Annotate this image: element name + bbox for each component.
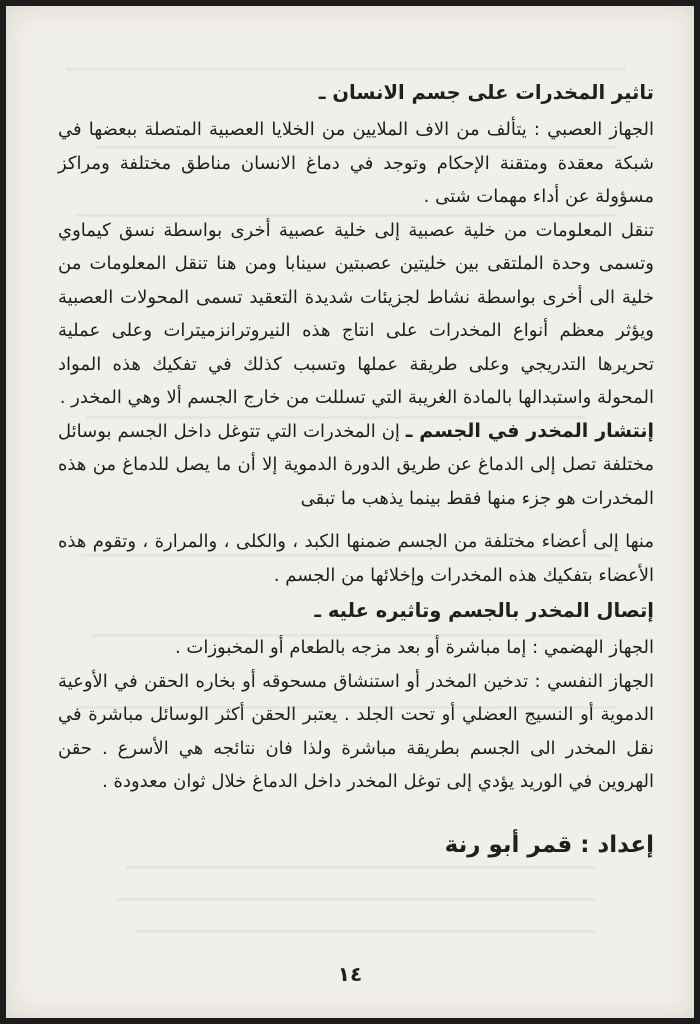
paragraph-respiratory-injection: الجهاز النفسي : تدخين المخدر أو استنشاق مسحوقه أو بخاره الحقن في الأوعية الدموية أو النسيج العضلي أو تحت الجلد . يعتبر الحقن أكثر الوسائل مباشرة في نقل المخدر الى الجسم بطريقة مباشرة ولذا فان نتائجه هي الأسرع . حقن الهروين في الوريد يؤدي إلى توغل المخدر داخل الدماغ خلال ثوان معدودة . bbox=[58, 670, 654, 792]
document-page bbox=[6, 6, 694, 1018]
section-heading-drug-spread: إنتشار المخدر في الجسم ـ bbox=[405, 419, 654, 442]
article-body bbox=[58, 74, 654, 862]
drug-spread-text: إن المخدرات التي تتوغل داخل الجسم بوسائل مختلفة تصل إلى الدماغ عن طريق الدورة الدموية إلا أن ما يصل للدماغ من هذه المخدرات هو جزء منها فقط بينما يذهب ما تبقى bbox=[58, 420, 654, 509]
section-heading-drug-contact: إتصال المخدر بالجسم وتاثيره عليه ـ bbox=[314, 599, 654, 622]
spacer bbox=[58, 515, 654, 525]
paragraph-information-transfer: تنقل المعلومات من خلية عصبية إلى خلية عصبية أخرى بواسطة نسق كيماوي وتسمى وحدة الملتقى بين خليتين عصبتين سينابا ومن هنا تنقل المعلومات من خلية الى أخرى بواسطة نشاط لجزيئات شديدة التعقيد تسمى المحولات العصبية ويؤثر معظم أنواع المخدرات على انتاج هذه النيروترانزميترات وعلى عملية تحريرها التدريجي وعلى طريقة عملها وتسبب كذلك في تفكيك هذه المواد المحولة واستبدالها بالمادة الغريبة التي تسللت من خارج الجسم ألا وهي المخدر . bbox=[58, 219, 654, 408]
paragraph-nervous-system: الجهاز العصبي : يتألف من الاف الملايين من الخلايا العصبية المتصلة ببعضها في شبكة معقدة ومتقنة الإحكام وتوجد في دماغ الانسان مناطق مختلفة ومراكز مسؤولة عن أداء مهمات شتى . bbox=[58, 119, 654, 207]
author-credit: إعداد : قمر أبو رنة bbox=[444, 831, 654, 858]
paragraph-drug-spread-continued: منها إلى أعضاء مختلفة من الجسم ضمنها الكبد ، والكلى ، والمرارة ، وتقوم هذه الأعضاء بتفكيك هذه المخدرات وإخلائها من الجسم . bbox=[58, 531, 654, 586]
paragraph-drug-spread bbox=[58, 415, 654, 516]
page-number: ١٤ bbox=[337, 962, 363, 986]
paragraph-digestive-system: الجهاز الهضمي : إما مباشرة أو بعد مزجه بالطعام أو المخبوزات . bbox=[174, 637, 654, 658]
section-heading-drug-effects: تاثير المخدرات على جسم الانسان ـ bbox=[318, 81, 654, 104]
